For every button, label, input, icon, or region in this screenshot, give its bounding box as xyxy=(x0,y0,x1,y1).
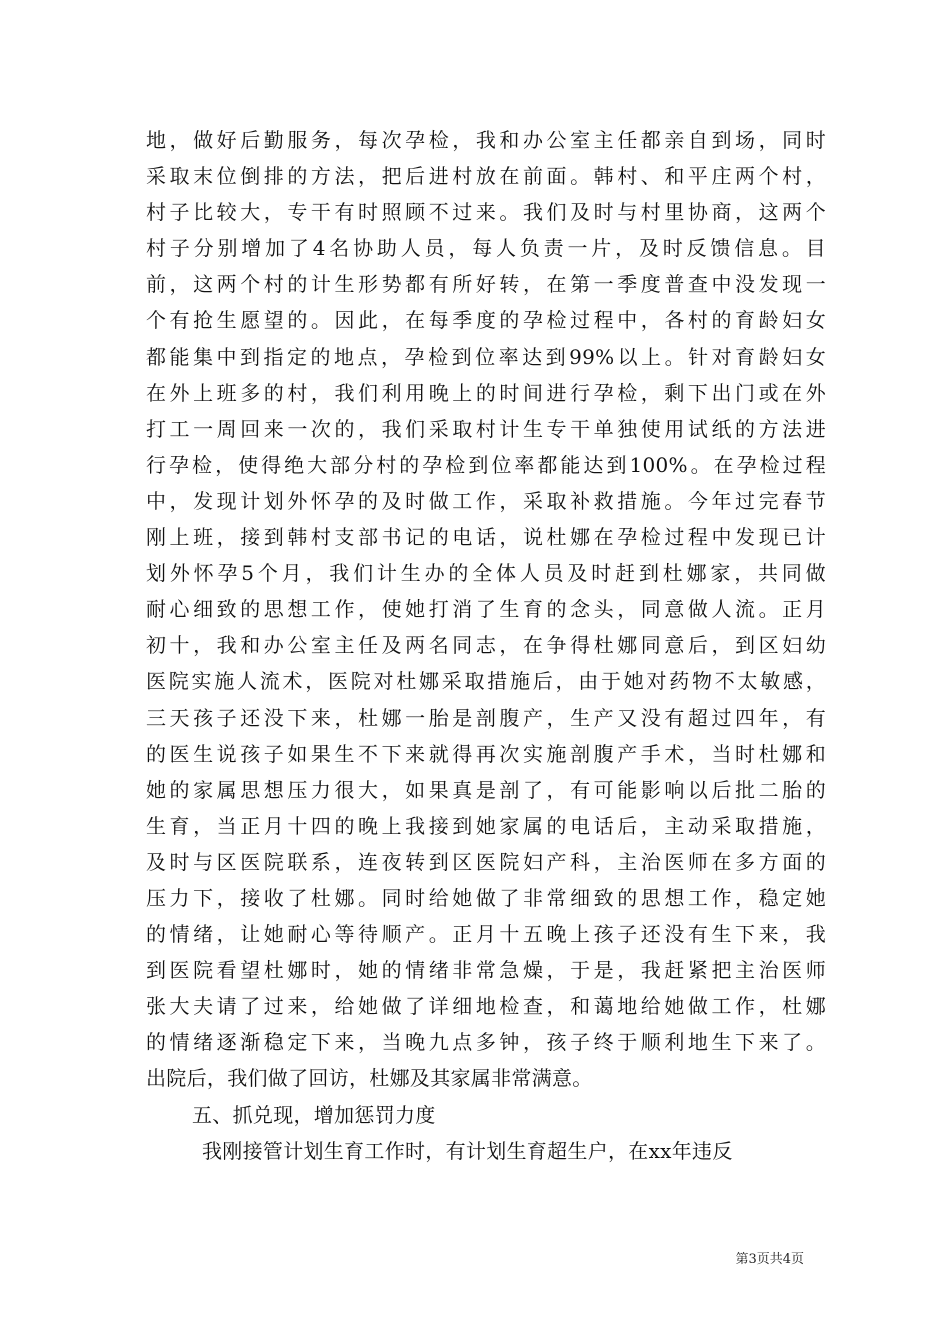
text-line: 的医生说孩子如果生不下来就得再次实施剖腹产手术，当时杜娜和 xyxy=(146,741,826,766)
document-body xyxy=(146,122,826,1169)
text-line: 的情绪逐渐稳定下来，当晚九点多钟，孩子终于顺利地生下来了。 xyxy=(146,1030,826,1055)
text-line: 都能集中到指定的地点，孕检到位率达到99%以上。针对育龄妇女 xyxy=(146,344,826,369)
text-line: 中，发现计划外怀孕的及时做工作，采取补救措施。今年过完春节 xyxy=(146,488,826,513)
text-line: 张大夫请了过来，给她做了详细地检查，和蔼地给她做工作，杜娜 xyxy=(146,994,826,1019)
text-line: 划外怀孕5个月，我们计生办的全体人员及时赶到杜娜家，共同做 xyxy=(146,561,826,586)
text-line: 个有抢生愿望的。因此，在每季度的孕检过程中，各村的育龄妇女 xyxy=(146,308,826,333)
text-line: 打工一周回来一次的，我们采取村计生专干单独使用试纸的方法进 xyxy=(146,416,826,441)
text-line: 出院后，我们做了回访，杜娜及其家属非常满意。 xyxy=(146,1066,593,1091)
text-line: 她的家属思想压力很大，如果真是剖了，有可能影响以后批二胎的 xyxy=(146,777,826,802)
text-line: 行孕检，使得绝大部分村的孕检到位率都能达到100%。在孕检过程 xyxy=(146,452,826,477)
text-line: 耐心细致的思想工作，使她打消了生育的念头，同意做人流。正月 xyxy=(146,597,826,622)
text-line: 压力下，接收了杜娜。同时给她做了非常细致的思想工作，稳定她 xyxy=(146,885,826,910)
page-number-footer: 第3页共4页 xyxy=(735,1252,804,1267)
text-line: 的情绪，让她耐心等待顺产。正月十五晚上孩子还没有生下来，我 xyxy=(146,922,826,947)
text-line: 医院实施人流术，医院对杜娜采取措施后，由于她对药物不太敏感， xyxy=(146,669,826,694)
text-line: 初十，我和办公室主任及两名同志，在争得杜娜同意后，到区妇幼 xyxy=(146,633,826,658)
text-line: 刚上班，接到韩村支部书记的电话，说杜娜在孕检过程中发现已计 xyxy=(146,525,826,550)
text-line: 村子分别增加了4名协助人员，每人负责一片，及时反馈信息。目 xyxy=(146,236,826,261)
paragraph-first-line: 我刚接管计划生育工作时，有计划生育超生户，在xx年违反 xyxy=(202,1138,733,1163)
text-line: 三天孩子还没下来，杜娜一胎是剖腹产，生产又没有超过四年，有 xyxy=(146,705,826,730)
text-line: 到医院看望杜娜时，她的情绪非常急燥，于是，我赶紧把主治医师 xyxy=(146,958,826,983)
text-line: 在外上班多的村，我们利用晚上的时间进行孕检，剩下出门或在外 xyxy=(146,380,826,405)
text-line: 村子比较大，专干有时照顾不过来。我们及时与村里协商，这两个 xyxy=(146,200,826,225)
text-line: 地，做好后勤服务，每次孕检，我和办公室主任都亲自到场，同时 xyxy=(146,128,826,152)
text-line: 生育，当正月十四的晚上我接到她家属的电话后，主动采取措施， xyxy=(146,813,826,838)
text-line: 及时与区医院联系，连夜转到区医院妇产科，主治医师在多方面的 xyxy=(146,849,826,874)
section-heading: 五、抓兑现，增加惩罚力度 xyxy=(192,1102,436,1127)
text-line: 前，这两个村的计生形势都有所好转，在第一季度普查中没发现一 xyxy=(146,272,826,297)
text-line: 采取末位倒排的方法，把后进村放在前面。韩村、和平庄两个村， xyxy=(146,164,826,189)
